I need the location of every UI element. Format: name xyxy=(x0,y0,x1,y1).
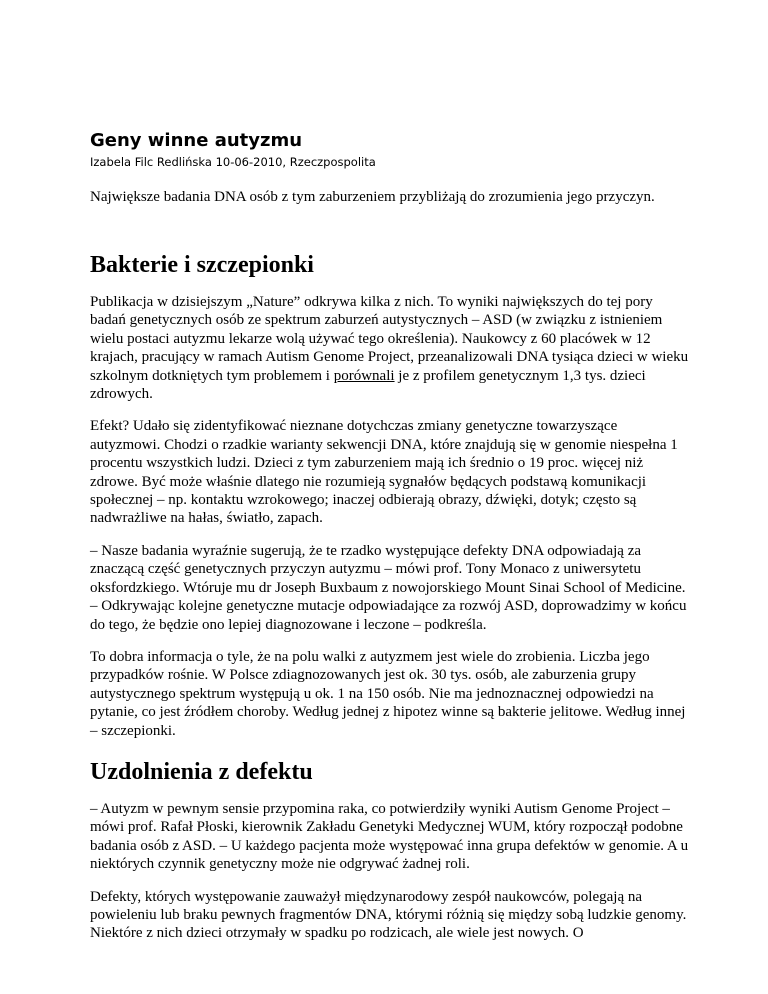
paragraph: – Autyzm w pewnym sensie przypomina raka, co potwierdziły wyniki Autism Genome Project – mówi prof. Rafał Płoski, kierownik Zakładu Genetyki Medycznej WUM, który rozpoczął podobne badania osób z ASD. – U każdego pacjenta może występować inna grupa defektów w genomie. A u niektórych czynnik genetyczny może nie odgrywać żadnej roli. xyxy=(90,800,689,873)
paragraph: – Nasze badania wyraźnie sugerują, że te rzadko występujące defekty DNA odpowiadają za znaczącą część genetycznych przyczyn autyzmu – mówi prof. Tony Monaco z uniwersytetu oksfordzkiego. Wtóruje mu dr Joseph Buxbaum z nowojorskiego Mount Sinai School of Medicine. – Odkrywając kolejne genetyczne mutacje odpowiadające za rozwój ASD, doprowadzimy w końcu do tego, że będzie ono lepiej diagnozowane i leczone – podkreśla. xyxy=(90,542,687,633)
paragraph: Efekt? Udało się zidentyfikować nieznane dotychczas zmiany genetyczne towarzyszące autyzmowi. Chodzi o rzadkie warianty sekwencji DNA, które znajdują się w genomie niespełna 1 procentu wszystkich ludzi. Dzieci z tym zaburzeniem mają ich średnio o 19 proc. więcej niż zdrowe. Być może właśnie dlatego nie rozumieją sygnałów będących podstawą komunikacji społecznej – np. kontaktu wzrokowego; inaczej odbierają obrazy, dźwięki, dotyk; często są nadwrażliwe na hałas, światło, zapach. xyxy=(90,418,678,527)
paragraph: To dobra informacja o tyle, że na polu walki z autyzmem jest wiele do zrobienia. Liczba jego przypadków rośnie. W Polsce zdiagnozowanych jest ok. 30 tys. osób, ale zaburzenia grupy autystycznego spektrum występują u ok. 1 na 150 osób. Nie ma jednoznacznej odpowiedzi na pytanie, co jest źródłem choroby. Według jednej z hipotez winne są bakterie jelitowe. Według innej – szczepionki. xyxy=(90,648,686,739)
document-page xyxy=(90,120,690,943)
section-heading-uzdolnienia: Uzdolnienia z defektu xyxy=(90,758,313,785)
link-porownali[interactable]: porównali xyxy=(333,367,395,384)
paragraph: Defekty, których występowanie zauważył międzynarodowy zespół naukowców, polegają na powieleniu lub braku pewnych fragmentów DNA, którymi różnią się między sobą ludzkie genomy. Niektóre z nich dzieci otrzymały w spadku po rodzicach, ale wiele jest nowych. O xyxy=(90,888,687,942)
section-heading-bakterie: Bakterie i szczepionki xyxy=(90,252,314,278)
article-lead: Największe badania DNA osób z tym zaburzeniem przybliżają do zrozumienia jego przyczyn. xyxy=(90,189,655,205)
article-byline: Izabela Filc Redlińska 10-06-2010, Rzeczpospolita xyxy=(90,155,376,169)
paragraph-text: Publikacja w dzisiejszym „Nature” odkrywa kilka z nich. To wyniki największych do tej pory badań genetycznych osób ze spektrum zaburzeń autystycznych – ASD (w związku z istnieniem wielu postaci autyzmu lekarze wolą używać tego określenia). Naukowcy z 60 placówek w 12 krajach, pracujący w ramach Autism Genome Project, przeanalizowali DNA tysiąca dzieci w wieku szkolnym dotkniętych tym problemem i xyxy=(90,294,689,384)
paragraph-text: je z profilem genetycznym 1,3 tys. dzieci zdrowych. xyxy=(90,367,646,403)
article-title: Geny winne autyzmu xyxy=(90,130,303,151)
paragraph xyxy=(90,293,690,403)
